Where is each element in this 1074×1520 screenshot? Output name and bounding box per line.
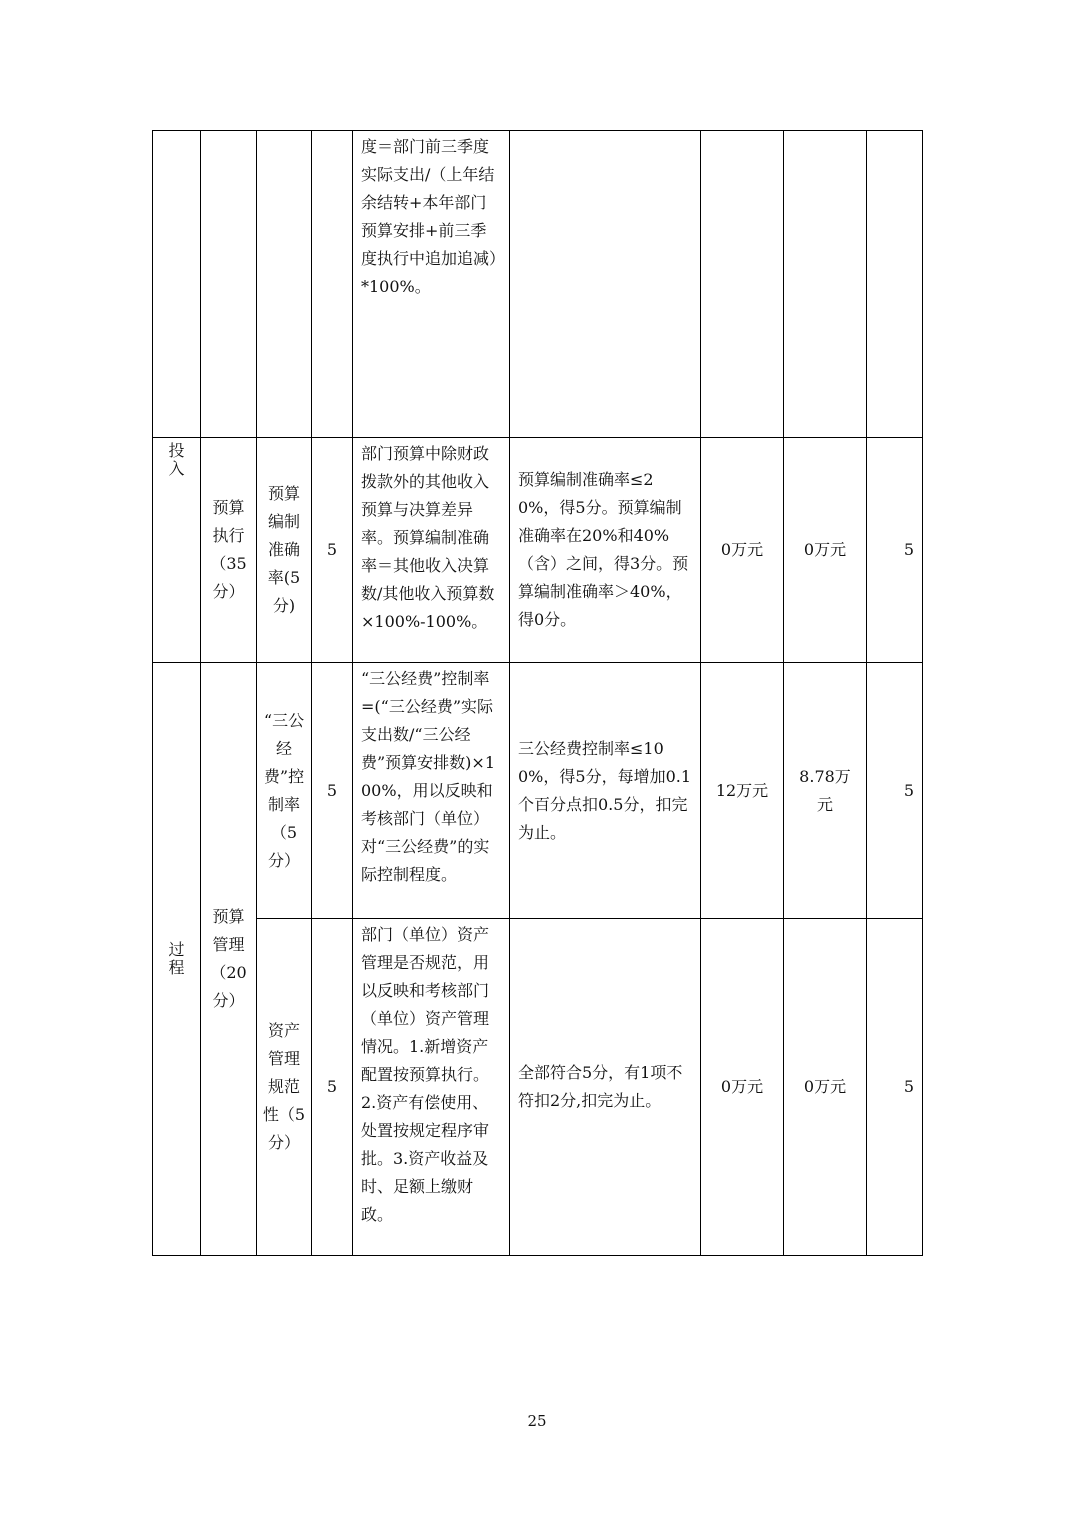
- cell-category: [153, 131, 201, 438]
- table-row-asset-management: [153, 919, 923, 1256]
- cell-level3: [257, 131, 312, 438]
- cell-weight: 5: [312, 663, 353, 919]
- cell-value-b: [784, 131, 867, 438]
- cell-category-process: 过程: [153, 663, 201, 1256]
- cell-value-b: 0万元: [784, 919, 867, 1256]
- cell-criteria: 三公经费控制率≤100%，得5分，每增加0.1个百分点扣0.5分，扣完为止。: [510, 663, 701, 919]
- table-row-continuation: [153, 131, 923, 438]
- cell-value-a: 0万元: [701, 438, 784, 663]
- evaluation-table: [152, 130, 923, 1256]
- cell-level3-three-public: “三公经费”控制率（5分）: [257, 663, 312, 919]
- cell-criteria: 全部符合5分，有1项不符扣2分,扣完为止。: [510, 919, 701, 1256]
- cell-level2-budget-management: 预算管理（20分）: [201, 663, 257, 1256]
- cell-score: 5: [867, 919, 923, 1256]
- cell-weight: 5: [312, 919, 353, 1256]
- cell-level3-asset-management: 资产管理规范性（5分）: [257, 919, 312, 1256]
- cell-category-input: 投入: [153, 438, 201, 663]
- cell-weight: 5: [312, 438, 353, 663]
- cell-value-a: 0万元: [701, 919, 784, 1256]
- cell-score: [867, 131, 923, 438]
- cell-description: “三公经费”控制率=(“三公经费”实际支出数/“三公经费”预算安排数)×100%，用以反映和考核部门（单位）对“三公经费”的实际控制程度。: [353, 663, 510, 919]
- cell-level2-budget-execution: 预算执行（35分）: [201, 438, 257, 663]
- page-number: 25: [527, 1412, 547, 1430]
- cell-criteria: [510, 131, 701, 438]
- cell-value-a: [701, 131, 784, 438]
- cell-value-b: 0万元: [784, 438, 867, 663]
- cell-description: 部门预算中除财政拨款外的其他收入预算与决算差异率。预算编制准确率＝其他收入决算数/其他收入预算数×100%-100%。: [353, 438, 510, 663]
- cell-weight: [312, 131, 353, 438]
- table-row-three-public-expenses: [153, 663, 923, 919]
- cell-description: 部门（单位）资产管理是否规范，用以反映和考核部门（单位）资产管理情况。1.新增资产配置按预算执行。2.资产有偿使用、处置按规定程序审批。3.资产收益及时、足额上缴财政。: [353, 919, 510, 1256]
- cell-criteria: 预算编制准确率≤20%，得5分。预算编制准确率在20%和40%（含）之间，得3分。预算编制准确率＞40%，得0分。: [510, 438, 701, 663]
- cell-score: 5: [867, 663, 923, 919]
- table-row-budget-accuracy: [153, 438, 923, 663]
- cell-description: 度＝部门前三季度实际支出/（上年结余结转+本年部门预算安排+前三季度执行中追加追减）*100%。: [353, 131, 510, 438]
- cell-level3-budget-accuracy: 预算编制准确率(5分): [257, 438, 312, 663]
- cell-score: 5: [867, 438, 923, 663]
- cell-value-a: 12万元: [701, 663, 784, 919]
- cell-level2: [201, 131, 257, 438]
- cell-value-b: 8.78万元: [784, 663, 867, 919]
